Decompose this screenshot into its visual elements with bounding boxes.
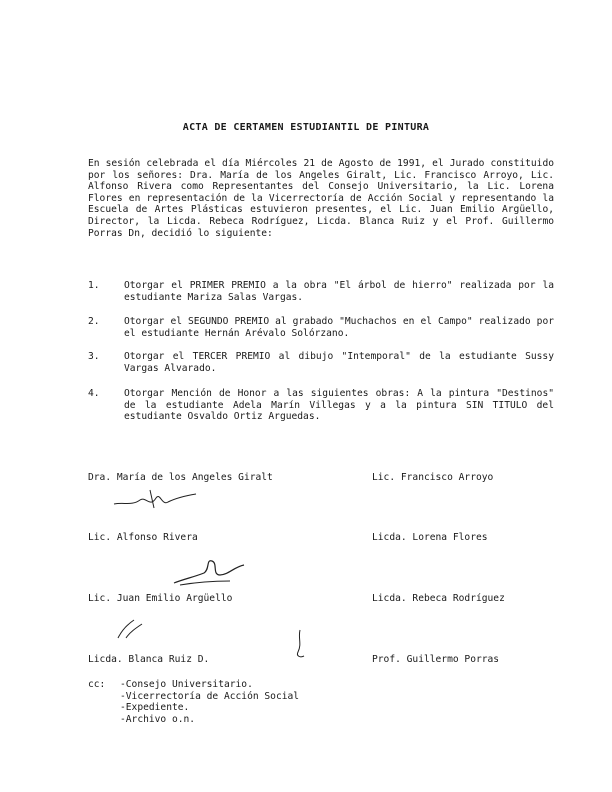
signatory-porras: Prof. Guillermo Porras <box>372 654 500 665</box>
item-number: 1. <box>88 280 100 291</box>
signatory-flores: Licda. Lorena Flores <box>372 532 488 543</box>
item-text: Otorgar Mención de Honor a las siguientes obras: A la pintura "Destinos" de la estudiante Adela Marín Villegas y a la pintura SIN TITULO del estudiante Osvaldo Ortiz Arguedas. <box>124 388 554 423</box>
handwritten-signature-rivera <box>170 555 250 589</box>
cc-entry: -Archivo o.n. <box>120 713 196 725</box>
resolution-item-2 <box>88 316 554 339</box>
signatory-arroyo: Lic. Francisco Arroyo <box>372 472 494 483</box>
cc-label: cc: <box>88 679 106 690</box>
handwritten-signature-giralt <box>110 486 200 512</box>
item-text: Otorgar el SEGUNDO PREMIO al grabado "Muchachos en el Campo" realizado por el estudiante Hernán Arévalo Solórzano. <box>124 316 554 339</box>
signatory-rivera: Lic. Alfonso Rivera <box>88 532 198 543</box>
cc-entry: -Expediente. <box>120 702 190 714</box>
cc-entry: -Consejo Universitario. <box>120 679 253 690</box>
resolution-item-3 <box>88 351 554 374</box>
signatory-ruiz: Licda. Blanca Ruiz D. <box>88 654 210 665</box>
signatory-rodriguez: Licda. Rebeca Rodríguez <box>372 593 505 604</box>
item-number: 2. <box>88 316 100 327</box>
item-number: 3. <box>88 351 100 362</box>
item-text: Otorgar el PRIMER PREMIO a la obra "El árbol de hierro" realizada por la estudiante Mariza Salas Vargas. <box>124 280 554 303</box>
cc-entry: -Vicerrectoría de Acción Social <box>120 690 300 702</box>
signatory-arguello: Lic. Juan Emilio Argüello <box>88 593 233 604</box>
signatory-giralt: Dra. María de los Angeles Giralt <box>88 472 273 483</box>
handwritten-signature-arguello <box>112 616 148 642</box>
document-title: ACTA DE CERTAMEN ESTUDIANTIL DE PINTURA <box>182 122 430 133</box>
intro-paragraph: En sesión celebrada el día Miércoles 21 de Agosto de 1991, el Jurado constituido por los señores: Dra. María de los Angeles Giralt, Lic. Francisco Arroyo, Lic. Alfonso Rivera como Representantes del Consejo Universitario, la Lic. Lorena Flores en representación de la Vicerrectoría de Acción Social y representando la Escuela de Artes Plásticas estuvieron presentes, el Lic. Juan Emilio Argüello, Director, la Licda. Rebeca Rodríguez, Licda. Blanca Ruiz y el Prof. Guillermo Porras Dn, decidió lo siguiente: <box>88 158 554 239</box>
item-text: Otorgar el TERCER PREMIO al dibujo "Intemporal" de la estudiante Sussy Vargas Alvarado. <box>124 351 554 374</box>
handwritten-signature-ruiz <box>286 626 316 662</box>
resolution-item-1 <box>88 280 554 303</box>
resolution-item-4 <box>88 388 554 423</box>
cc-list <box>88 679 299 725</box>
item-number: 4. <box>88 388 100 399</box>
